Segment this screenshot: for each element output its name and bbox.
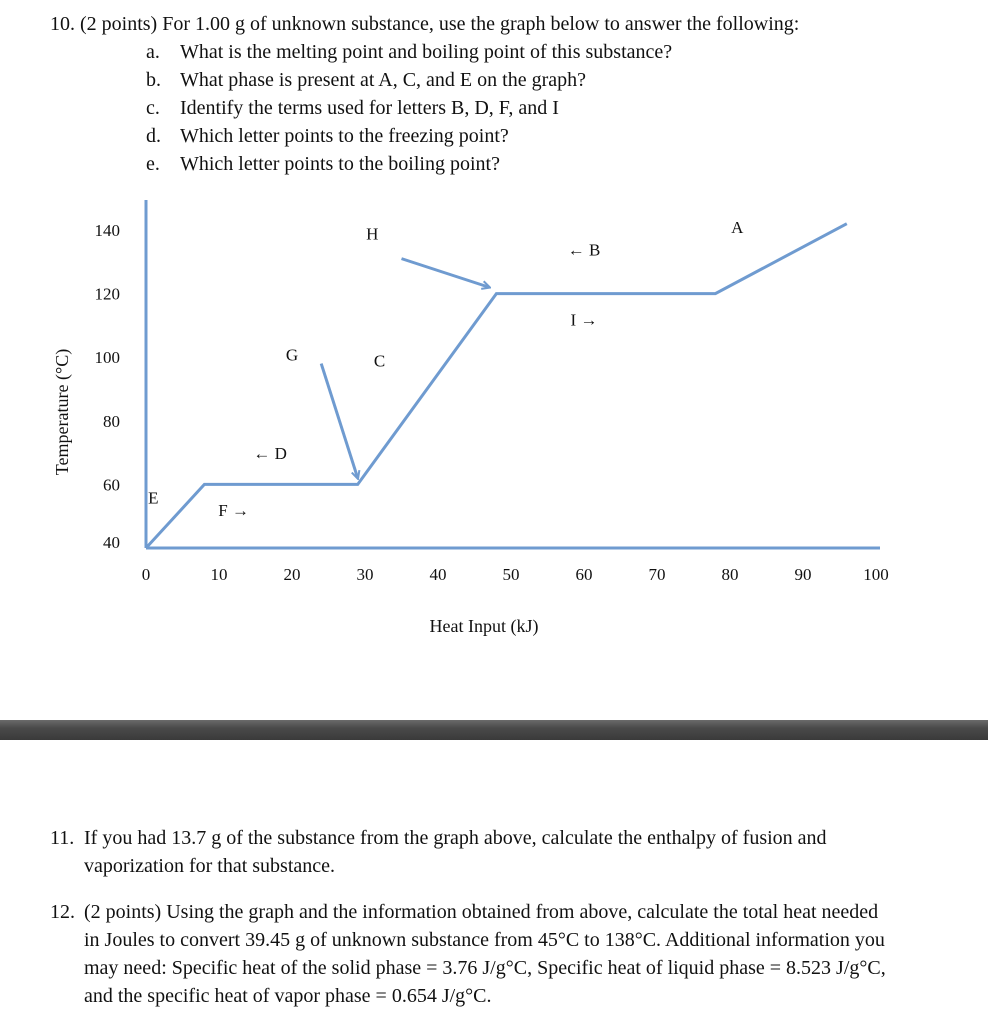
item-letter: e.	[146, 153, 160, 175]
question-12-line-3: may need: Specific heat of the solid phase = 3.76 J/g°C, Specific heat of liquid phase = 8.523 J/g°C,	[84, 957, 886, 979]
item-text: Which letter points to the freezing point?	[180, 125, 509, 147]
arrow-h	[402, 259, 490, 288]
question-11-line-1: If you had 13.7 g of the substance from the graph above, calculate the enthalpy of fusion and	[84, 827, 827, 849]
x-tick-label: 100	[863, 565, 889, 584]
item-letter: b.	[146, 69, 161, 91]
x-tick-label: 80	[721, 565, 739, 584]
x-tick-label: 70	[648, 565, 666, 584]
y-axis-label: Temperature (°C)	[52, 348, 72, 476]
arrow-g	[321, 364, 358, 478]
question-10-item-c	[146, 94, 799, 122]
y-tick-label: 80	[103, 411, 120, 431]
label-e: E	[148, 488, 159, 508]
label-d: ← D	[253, 443, 287, 463]
label-b: ← B	[567, 240, 601, 260]
x-tick-label: 50	[502, 565, 520, 584]
label-h: H	[366, 224, 379, 244]
x-tick-label: 0	[141, 565, 151, 584]
question-10-title: 10. (2 points) For 1.00 g of unknown substance, use the graph below to answer the following:	[50, 13, 800, 35]
question-10	[50, 10, 799, 178]
heating-curve-line	[146, 224, 847, 548]
y-tick-label: 100	[94, 348, 120, 368]
item-letter: a.	[146, 41, 160, 63]
x-tick-label: 30	[356, 565, 374, 584]
item-text: Identify the terms used for letters B, D, F, and I	[180, 97, 559, 119]
x-axis-label: Heat Input (kJ)	[429, 616, 539, 636]
question-12-line-1: (2 points) Using the graph and the information obtained from above, calculate the total heat needed	[84, 901, 879, 923]
label-a: A	[731, 218, 744, 238]
x-tick-label: 40	[429, 565, 447, 584]
y-tick-label: 120	[94, 284, 120, 304]
label-f: F →	[218, 501, 249, 521]
question-12-number: 12.	[50, 901, 75, 923]
question-12-line-2: in Joules to convert 39.45 g of unknown substance from 45°C to 138°C. Additional information you	[84, 929, 885, 951]
x-tick-label: 60	[575, 565, 593, 584]
label-c: C	[373, 351, 386, 371]
heating-curve-chart	[0, 196, 988, 646]
item-letter: c.	[146, 97, 160, 119]
item-letter: d.	[146, 125, 161, 147]
question-12-line-4: and the specific heat of vapor phase = 0.654 J/g°C.	[84, 985, 492, 1007]
question-10-item-e	[146, 150, 799, 178]
question-12	[50, 898, 960, 1010]
question-10-item-b	[146, 66, 799, 94]
item-text: What phase is present at A, C, and E on the graph?	[180, 69, 586, 91]
x-tick-label: 90	[794, 565, 812, 584]
question-11-line-2: vaporization for that substance.	[84, 855, 336, 877]
x-tick-label: 10	[210, 565, 228, 584]
label-i: I →	[570, 310, 598, 330]
question-11-number: 11.	[50, 827, 75, 849]
y-tick-label: 60	[103, 475, 120, 495]
question-10-item-a	[146, 38, 799, 66]
label-g: G	[285, 345, 299, 365]
x-tick-label: 20	[283, 565, 301, 584]
section-divider	[0, 720, 988, 740]
question-11	[50, 824, 960, 880]
item-text: What is the melting point and boiling point of this substance?	[180, 41, 673, 63]
y-tick-label: 40	[103, 533, 120, 552]
y-tick-label: 140	[94, 221, 120, 240]
question-10-item-d	[146, 122, 799, 150]
item-text: Which letter points to the boiling point?	[180, 153, 500, 175]
